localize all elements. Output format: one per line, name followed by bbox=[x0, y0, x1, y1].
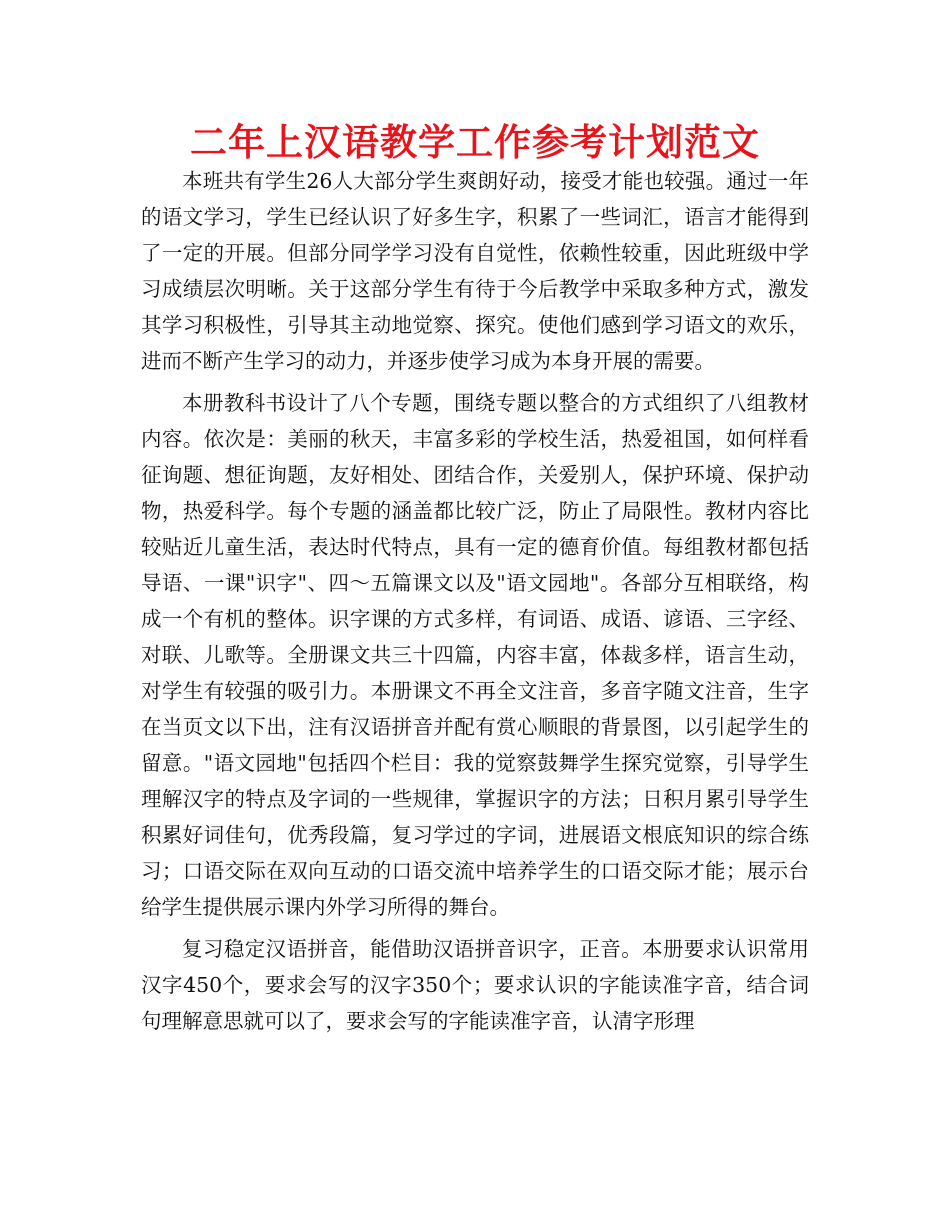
paragraph-1: 本班共有学生26人大部分学生爽朗好动，接受才能也较强。通过一年的语文学习，学生已经认识了好多生字，积累了一些词汇，语言才能得到了一定的开展。但部分同学学习没有自觉性，依赖性较重，因此班级中学习成绩层次明晰。关于这部分学生有待于今后教学中采取多种方式，激发其学习积极性，引导其主动地觉察、探究。使他们感到学习语文的欢乐，进而不断产生学习的动力，并逐步使学习成为本身开展的需要。 bbox=[141, 169, 809, 373]
document-title: 二年上汉语教学工作参考计划范文 bbox=[190, 121, 760, 164]
document-body bbox=[141, 163, 809, 1045]
paragraph-2: 本册教科书设计了八个专题，围绕专题以整合的方式组织了八组教材内容。依次是：美丽的秋天，丰富多彩的学校生活，热爱祖国，如何样看征询题、想征询题，友好相处、团结合作，关爱别人，保护环境、保护动物，热爱科学。每个专题的涵盖都比较广泛，防止了局限性。教材内容比较贴近儿童生活，表达时代特点，具有一定的德育价值。每组教材都包括导语、一课"识字"、四～五篇课文以及"语文园地"。各部分互相联络，构成一个有机的整体。识字课的方式多样，有词语、成语、谚语、三字经、对联、儿歌等。全册课文共三十四篇，内容丰富，体裁多样，语言生动，对学生有较强的吸引力。本册课文不再全文注音，多音字随文注音，生字在当页文以下出，注有汉语拼音并配有赏心顺眼的背景图，以引起学生的留意。"语文园地"包括四个栏目：我的觉察鼓舞学生探究觉察，引导学生理解汉字的特点及字词的一些规律，掌握识字的方法；日积月累引导学生积累好词佳句，优秀段篇，复习学过的字词，进展语文根底知识的综合练习；口语交际在双向互动的口语交流中培养学生的口语交际才能；展示台给学生提供展示课内外学习所得的舞台。 bbox=[141, 391, 809, 919]
paragraph-3: 复习稳定汉语拼音，能借助汉语拼音识字，正音。本册要求认识常用汉字450个，要求会写的汉字350个；要求认识的字能读准字音，结合词句理解意思就可以了，要求会写的字能读准字音，认清字形理 bbox=[141, 937, 809, 1033]
